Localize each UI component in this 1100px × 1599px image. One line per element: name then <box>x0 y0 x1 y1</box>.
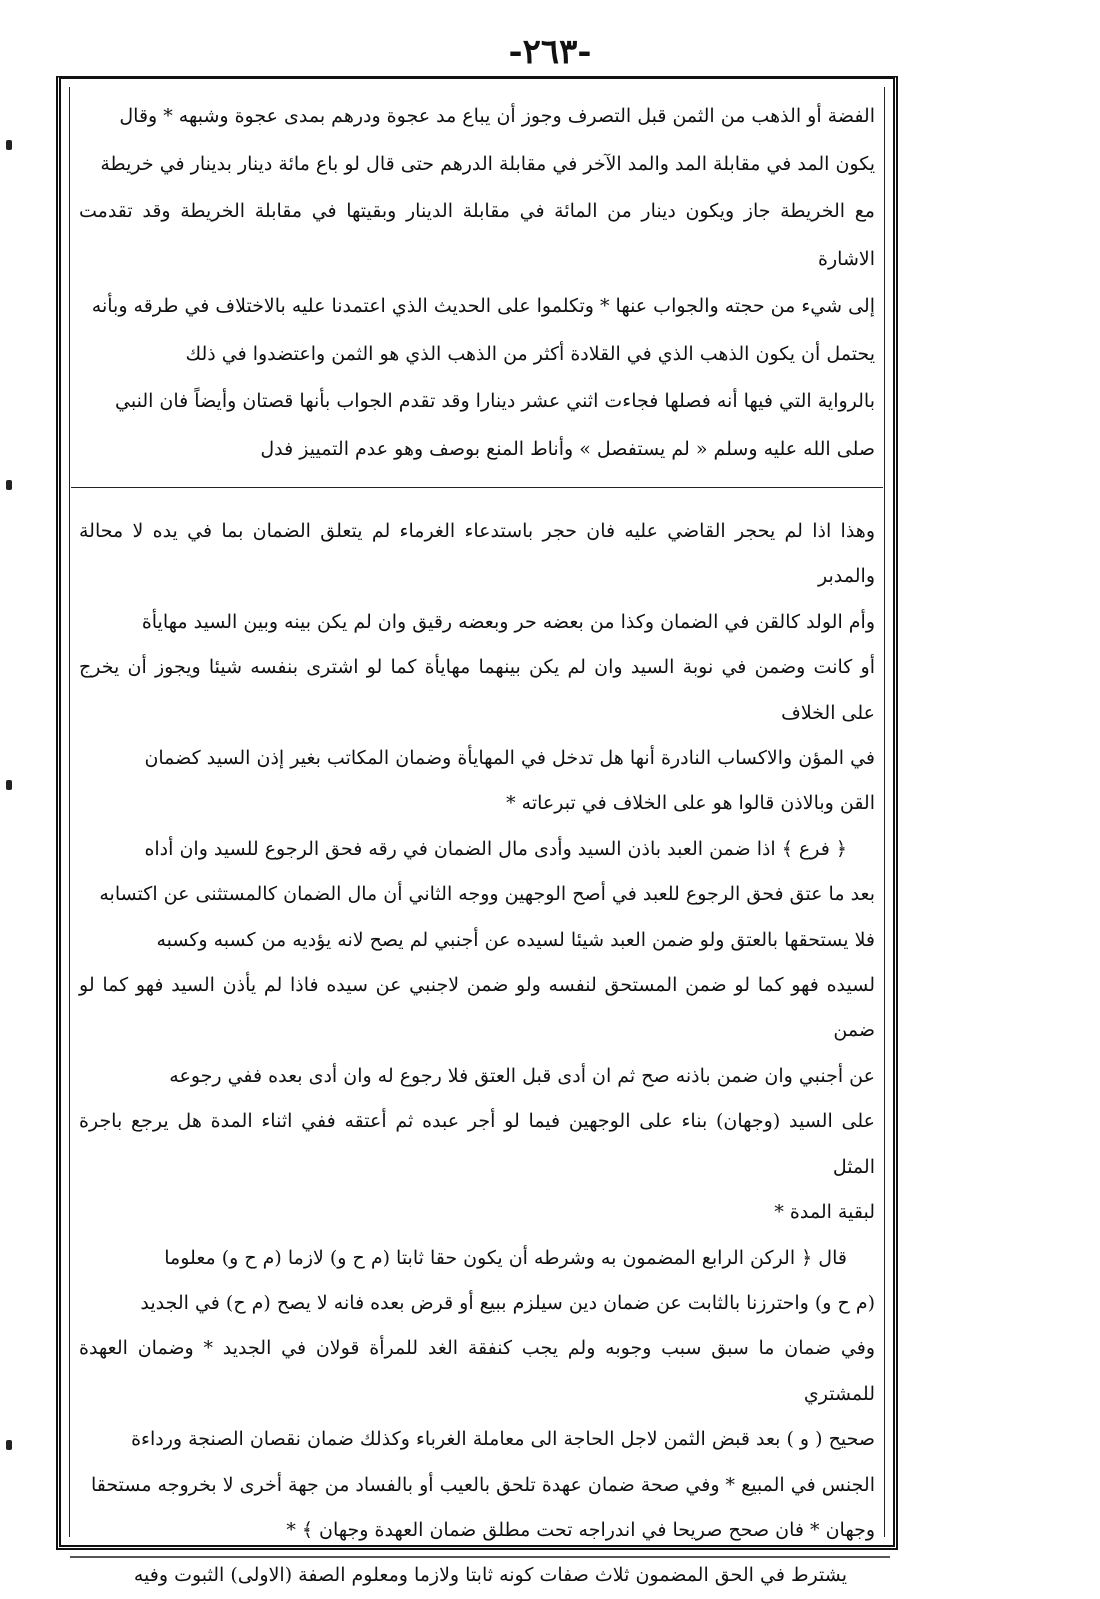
commentary-paragraph: قال ﴿ الركن الرابع المضمون به وشرطه أن يكون حقا ثابتا (م ح و) لازما (م ح و) معلوما (م ح و) واحترزنا بالثابت عن ضمان دين سيلزم ببيع أو قرض بعده فانه لا يصح (م ح) في الجديد وفي ضمان ما سبق سبب وجوبه ولم يجب كنفقة الغد للمرأة قولان في الجديد * وضمان العهدة للمشتري صحيح ( و ) بعد قبض الثمن لاجل الحاجة الى معاملة الغرباء وكذلك ضمان نقصان الصنجة ورداءة الجنس في المبيع * وفي صحة ضمان عهدة تلحق بالعيب أو بالفساد من جهة أخرى لا بخروجه مستحقا وجهان * فان صحح صريحا في اندراجه تحت مطلق ضمان العهدة وجهان ﴾ * <box>79 1246 875 1541</box>
bottom-rule <box>70 1556 890 1558</box>
commentary-paragraph: يشترط في الحق المضمون ثلاث صفات كونه ثابتا ولازما ومعلوم الصفة (الاولى) الثبوت وفيه <box>133 1564 847 1587</box>
margin-mark <box>6 780 12 790</box>
commentary-paragraph: وهذا اذا لم يحجر القاضي عليه فان حجر باستدعاء الغرماء لم يتعلق الضمان بما في يده لا محالة والمدبر وأم الولد كالقن في الضمان وكذا من بعضه حر وبعضه رقيق وان لم يكن بينه وبين السيد مهايأة أو كانت وضمن في نوبة السيد وان لم يكن بينهما مهايأة كما لو اشترى بنفسه شيئا ويجوز أن يخرج على الخلاف في المؤن والاكساب النادرة أنها هل تدخل في المهايأة وضمان المكاتب بغير إذن السيد كضمان القن وبالاذن قالوا هو على الخلاف في تبرعاته * <box>79 520 875 815</box>
margin-mark <box>6 480 12 490</box>
commentary-paragraph: ﴿ فرع ﴾ اذا ضمن العبد باذن السيد وأدى مال الضمان في رقه فحق الرجوع للسيد وان أداه بعد ما عتق فحق الرجوع للعبد في أصح الوجهين ووجه الثاني أن مال الضمان كالمستثنى عن اكتسابه فلا يستحقها بالعتق ولو ضمن العبد شيئا لسيده عن أجنبي لم يصح لانه يؤديه من كسبه وكسبه لسيده فهو كما لو ضمن المستحق لنفسه ولو ضمن لاجنبي عن سيده فاذا لم يأذن السيد فهو كما لو ضمن عن أجنبي وان ضمن باذنه صح ثم ان أدى قبل العتق فلا رجوع له وان أدى بعده ففي رجوعه على السيد (وجهان) بناء على الوجهين فيما لو أجر عبده ثم أعتقه ففي اثناء المدة هل يرجع باجرة المثل لبقية المدة * <box>79 837 875 1224</box>
main-text-block <box>79 93 875 465</box>
margin-mark <box>6 140 12 150</box>
section-divider <box>71 487 883 488</box>
page-frame <box>56 76 898 1587</box>
main-text: الفضة أو الذهب من الثمن قبل التصرف وجوز أن يباع مد عجوة ودرهم بمدى عجوة وشبهه * وقال يكون المد في مقابلة المد والمد الآخر في مقابلة الدرهم حتى قال لو باع مائة دينار بدينار في خريطة مع الخريطة جاز ويكون دينار من المائة في مقابلة الدينار وبقيتها في مقابلة الخريطة وقد تقدمت الاشارة إلى شيء من حجته والجواب عنها * وتكلموا على الحديث الذي اعتمدنا عليه بالاختلاف في طرقه وبأنه يحتمل أن يكون الذهب الذي في القلادة أكثر من الذهب الذي هو الثمن واعتضدوا في ذلك بالرواية التي فيها أنه فصلها فجاءت اثني عشر دينارا وقد تقدم الجواب بأنها قصتان وأيضاً فان النبي صلى الله عليه وسلم « لم يستفصل » وأناط المنع بوصف وهو عدم التمييز فدل <box>79 105 875 460</box>
page-number: -٢٦٣- <box>508 32 592 72</box>
commentary-block <box>79 509 875 1587</box>
margin-mark <box>6 1440 12 1450</box>
